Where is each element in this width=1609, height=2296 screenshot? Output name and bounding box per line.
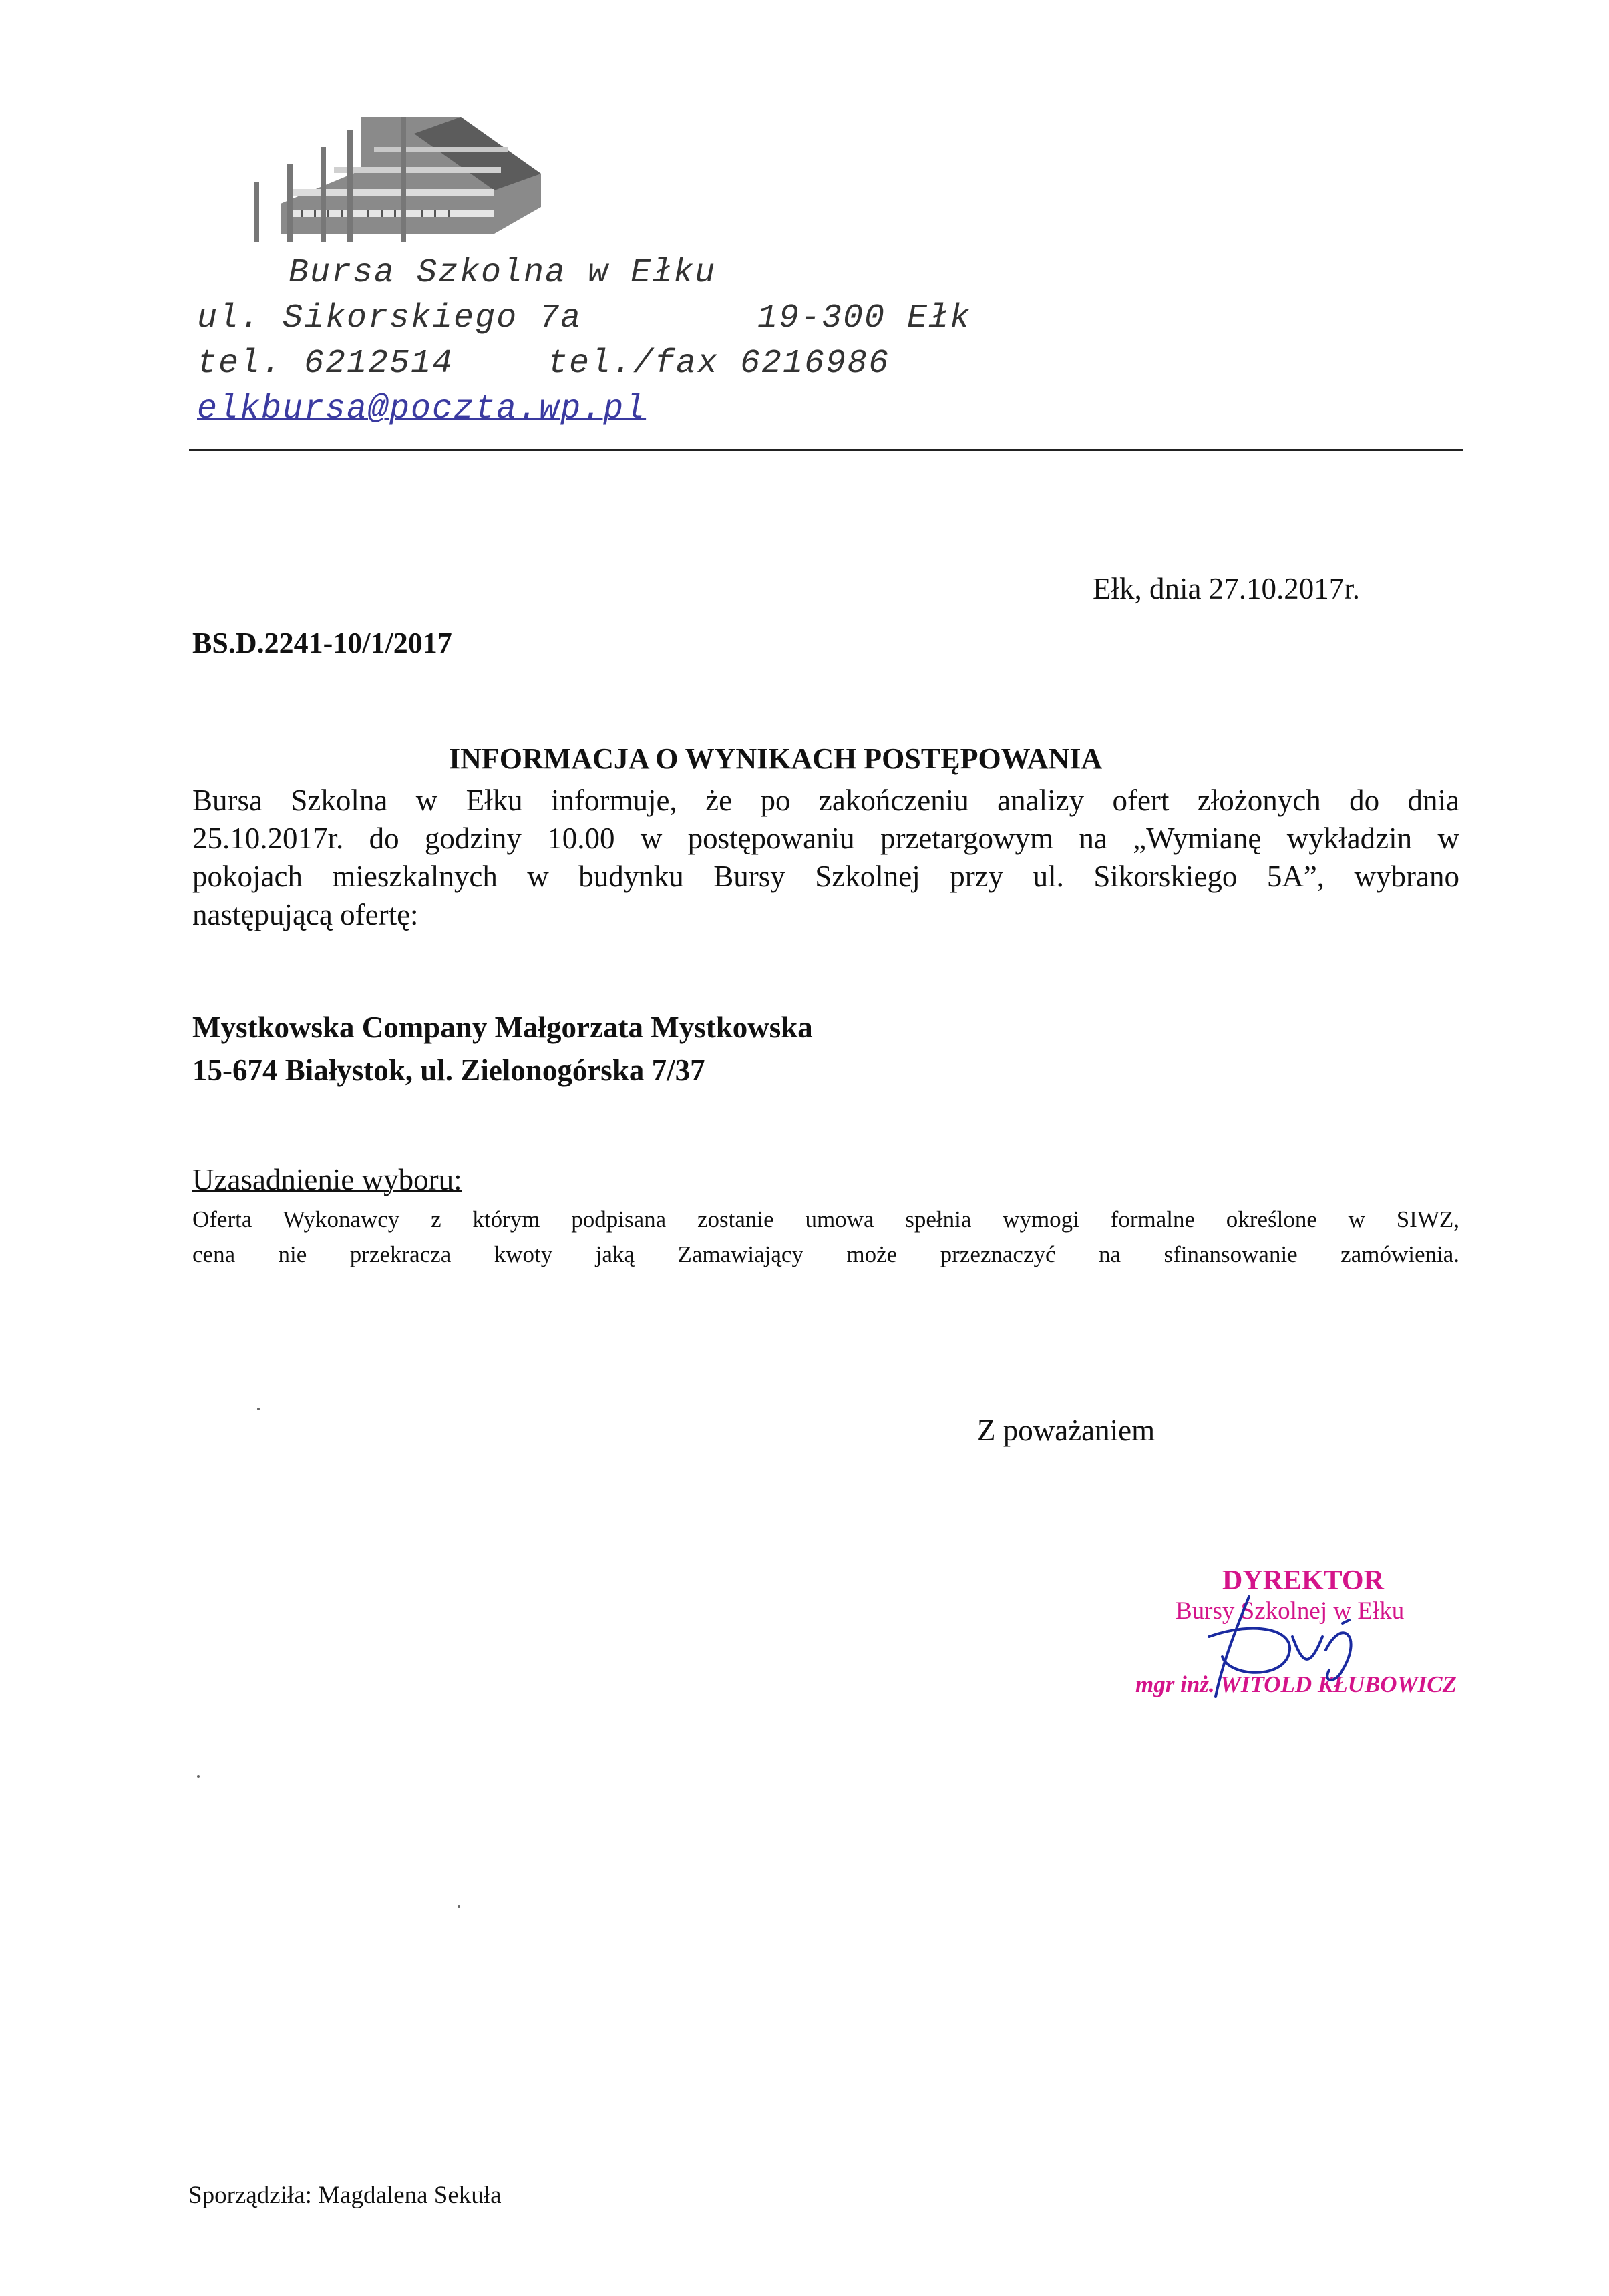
- letterhead-fax: tel./fax 6216986: [548, 345, 890, 383]
- letterhead-city: 19-300 Ełk: [757, 299, 972, 337]
- reference-number: BS.D.2241-10/1/2017: [192, 627, 452, 659]
- prepared-by: Sporządziła: Magdalena Sekuła: [188, 2182, 502, 2209]
- winner-block: [192, 1006, 813, 1092]
- header-divider: [189, 449, 1463, 451]
- scan-speck: [197, 1775, 200, 1778]
- date-line: Ełk, dnia 27.10.2017r.: [1093, 572, 1360, 605]
- body-line: 25.10.2017r. do godziny 10.00 w postępowaniu przetargowym na „Wymianę wykładzin w: [192, 822, 1459, 855]
- justification-line: cena nie przekracza kwoty jaką Zamawiający może przeznaczyć na sfinansowanie zamówienia.: [192, 1241, 1459, 1267]
- letterhead-name: Bursa Szkolna w Ełku: [289, 254, 717, 292]
- letterhead-email-link[interactable]: elkbursa@poczta.wp.pl: [197, 390, 647, 428]
- director-stamp: [1122, 1556, 1476, 1724]
- body-paragraph: [192, 782, 1459, 934]
- stamp-name: mgr inż. WITOLD KŁUBOWICZ: [1135, 1671, 1457, 1697]
- justification-heading: Uzasadnienie wyboru:: [192, 1163, 462, 1196]
- stamp-title: DYREKTOR: [1222, 1565, 1384, 1596]
- stamp-institution: Bursy Szkolnej w Ełku: [1176, 1597, 1405, 1625]
- handwritten-signature: [1122, 1556, 1476, 1724]
- letterhead-street: ul. Sikorskiego 7a: [197, 299, 582, 337]
- document-title: INFORMACJA O WYNIKACH POSTĘPOWANIA: [449, 742, 1103, 775]
- winner-address: 15-674 Białystok, ul. Zielonogórska 7/37: [192, 1053, 705, 1087]
- scan-speck: [458, 1905, 460, 1908]
- body-line: pokojach mieszkalnych w budynku Bursy Szkolnej przy ul. Sikorskiego 5A”, wybrano: [192, 860, 1459, 893]
- letterhead-phone: tel. 6212514: [197, 345, 454, 383]
- body-line: następującą ofertę:: [192, 898, 419, 931]
- scan-speck: [257, 1408, 260, 1410]
- building-logo: [240, 110, 548, 244]
- justification-line: Oferta Wykonawcy z którym podpisana zostanie umowa spełnia wymogi formalne określone w SIWZ,: [192, 1206, 1459, 1233]
- body-line: Bursa Szkolna w Ełku informuje, że po zakończeniu analizy ofert złożonych do dnia: [192, 784, 1459, 817]
- winner-name: Mystkowska Company Małgorzata Mystkowska: [192, 1011, 813, 1044]
- closing-salutation: Z poważaniem: [977, 1414, 1155, 1447]
- justification-text: [192, 1202, 1459, 1272]
